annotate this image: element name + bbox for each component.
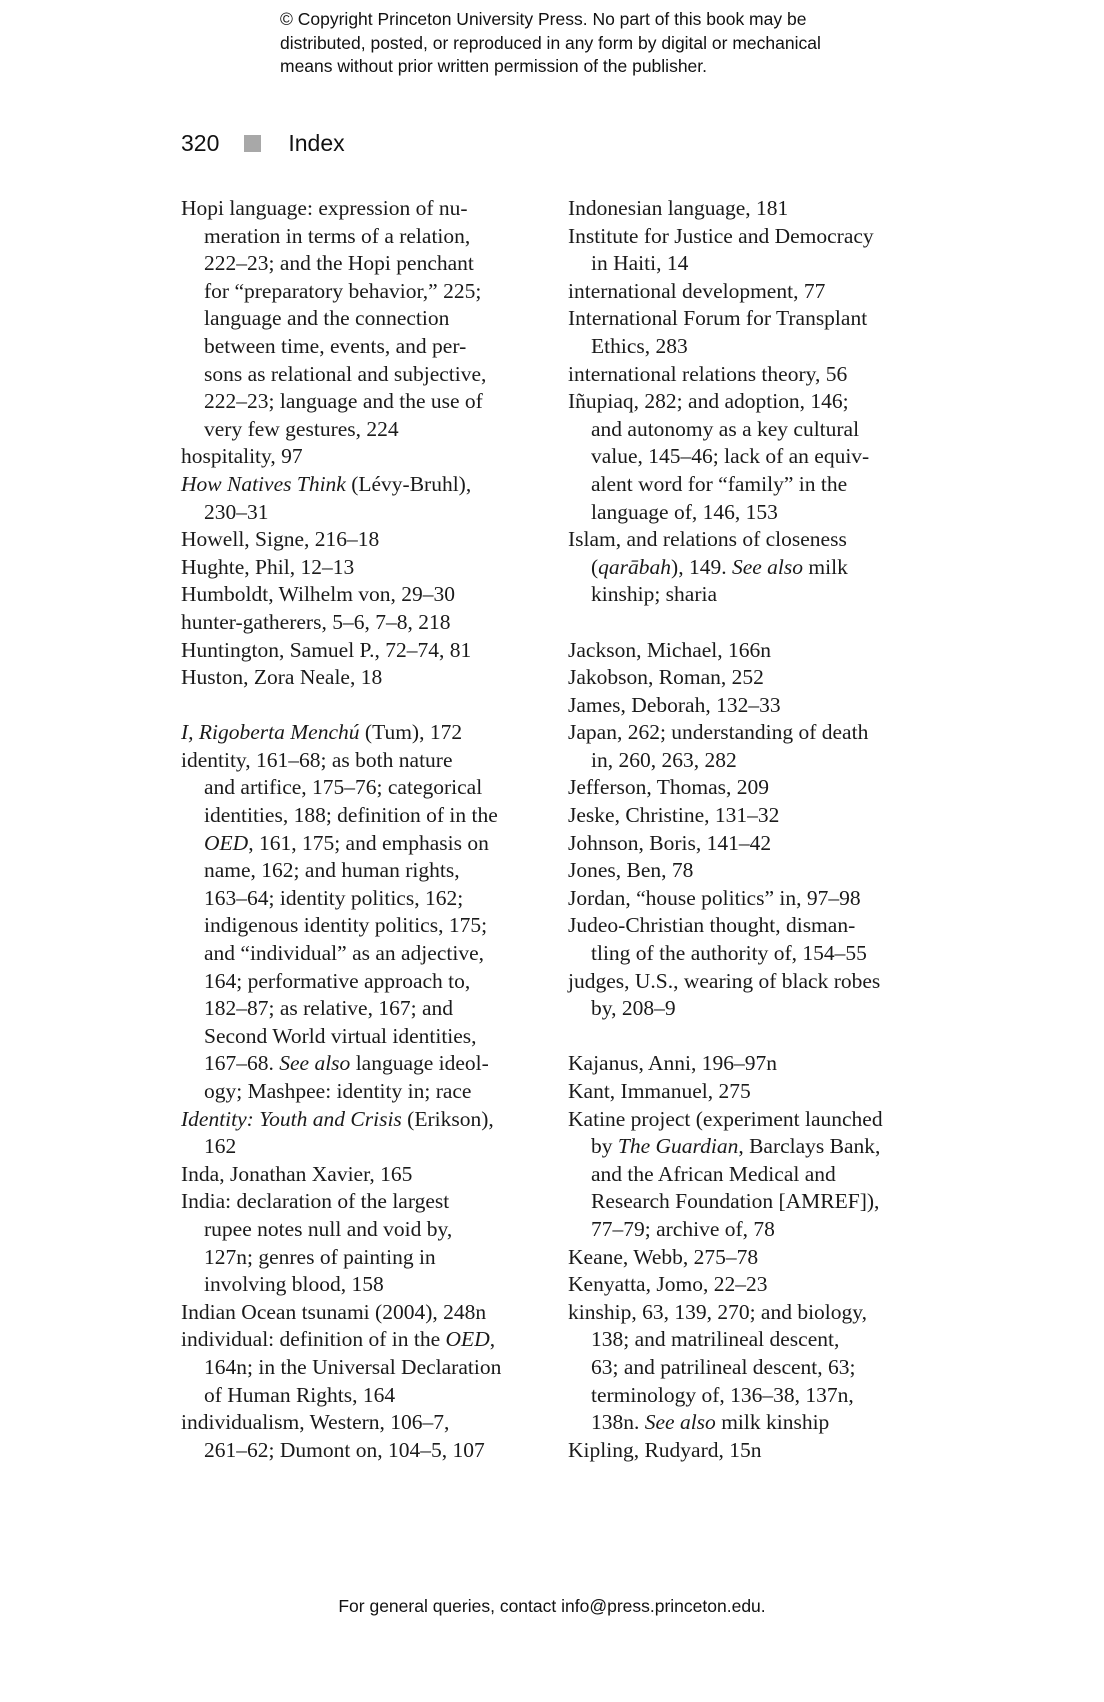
index-line: identities, 188; definition of in the — [204, 803, 498, 828]
index-line: Howell, Signe, 216–18 — [181, 527, 380, 552]
index-line: International Forum for Transplant — [568, 306, 868, 331]
index-line: alent word for “family” in the — [591, 471, 848, 496]
index-line: 164n; in the Universal Declaration — [204, 1354, 502, 1379]
index-line: Iñupiaq, 282; and adoption, 146; — [568, 389, 849, 414]
index-line: Humboldt, Wilhelm von, 29–30 — [181, 582, 456, 607]
index-line: 261–62; Dumont on, 104–5, 107 — [204, 1437, 485, 1462]
index-line: individual: definition of in the OED, — [181, 1327, 496, 1352]
index-line: in, 260, 263, 282 — [591, 747, 737, 772]
index-line: Research Foundation [AMREF]), — [591, 1189, 880, 1214]
index-line: Katine project (experiment launched — [568, 1106, 883, 1131]
index-line: How Natives Think (Lévy-Bruhl), — [181, 471, 472, 496]
index-line: very few gestures, 224 — [204, 416, 399, 441]
index-line: meration in terms of a relation, — [204, 223, 471, 248]
index-line: Ethics, 283 — [591, 333, 688, 358]
index-line: 77–79; archive of, 78 — [591, 1216, 775, 1241]
copyright-notice — [280, 8, 920, 79]
index-line: Islam, and relations of closeness — [568, 527, 847, 552]
index-column-right — [568, 195, 928, 1464]
index-line: international development, 77 — [568, 278, 826, 303]
index-line: Identity: Youth and Crisis (Erikson), — [181, 1106, 494, 1131]
index-spacer — [568, 1023, 928, 1051]
index-line: Jefferson, Thomas, 209 — [568, 775, 770, 800]
index-line: between time, events, and per- — [204, 333, 467, 358]
section-title: Index — [288, 129, 345, 156]
copyright-line: distributed, posted, or reproduced in any form by digital or mechanical — [280, 32, 821, 53]
index-line: involving blood, 158 — [204, 1272, 384, 1297]
index-line: Johnson, Boris, 141–42 — [568, 830, 772, 855]
index-line: 167–68. See also language ideol- — [204, 1051, 489, 1076]
index-line: Institute for Justice and Democracy — [568, 223, 874, 248]
index-line: terminology of, 136–38, 137n, — [591, 1382, 854, 1407]
index-line: 138; and matrilineal descent, — [591, 1327, 840, 1352]
index-line: indigenous identity politics, 175; — [204, 913, 488, 938]
index-line: for “preparatory behavior,” 225; — [204, 278, 482, 303]
index-line: Kajanus, Anni, 196–97n — [568, 1051, 778, 1076]
index-line: Hopi language: expression of nu- — [181, 196, 468, 220]
index-line: OED, 161, 175; and emphasis on — [204, 830, 489, 855]
index-line: rupee notes null and void by, — [204, 1216, 453, 1241]
index-line: hunter-gatherers, 5–6, 7–8, 218 — [181, 609, 451, 634]
index-line: and autonomy as a key cultural — [591, 416, 860, 441]
index-line: of Human Rights, 164 — [204, 1382, 396, 1407]
index-line: 127n; genres of painting in — [204, 1244, 436, 1269]
footer-contact: For general queries, contact info@press.princeton.edu. — [338, 1596, 766, 1616]
index-line: kinship; sharia — [591, 582, 717, 607]
index-line: Indian Ocean tsunami (2004), 248n — [181, 1299, 487, 1324]
index-line: 138n. See also milk kinship — [591, 1410, 830, 1435]
page-number: 320 — [181, 129, 220, 156]
index-line: I, Rigoberta Menchú (Tum), 172 — [181, 720, 463, 745]
index-line: 163–64; identity politics, 162; — [204, 885, 464, 910]
index-line: language and the connection — [204, 306, 450, 331]
index-line: Kant, Immanuel, 275 — [568, 1079, 751, 1103]
index-line: hospitality, 97 — [181, 444, 303, 469]
index-line: Japan, 262; understanding of death — [568, 720, 869, 745]
index-line: 63; and patrilineal descent, 63; — [591, 1354, 856, 1379]
index-line: and artifice, 175–76; categorical — [204, 775, 483, 800]
copyright-line: means without prior written permission of the publisher. — [280, 56, 708, 76]
index-spacer — [568, 609, 928, 637]
index-line: 230–31 — [204, 499, 269, 524]
index-line: language of, 146, 153 — [591, 499, 778, 524]
index-line: Keane, Webb, 275–78 — [568, 1244, 759, 1269]
copyright-line: © Copyright Princeton University Press. No part of this book may be — [280, 9, 807, 29]
index-line: ogy; Mashpee: identity in; race — [204, 1079, 472, 1103]
index-line: and the African Medical and — [591, 1161, 836, 1186]
index-line: identity, 161–68; as both nature — [181, 747, 453, 772]
index-line: judges, U.S., wearing of black robes — [568, 968, 881, 993]
index-line: 222–23; and the Hopi penchant — [204, 251, 474, 276]
index-line: name, 162; and human rights, — [204, 858, 460, 883]
index-line: (qarābah), 149. See also milk — [591, 554, 848, 579]
index-line: India: declaration of the largest — [181, 1189, 450, 1214]
index-line: Kipling, Rudyard, 15n — [568, 1437, 762, 1462]
index-line: tling of the authority of, 154–55 — [591, 941, 867, 966]
index-line: Second World virtual identities, — [204, 1023, 477, 1048]
index-column-left — [181, 195, 541, 1464]
running-head — [181, 128, 345, 158]
index-line: sons as relational and subjective, — [204, 361, 487, 386]
index-line: 182–87; as relative, 167; and — [204, 996, 453, 1021]
index-line: international relations theory, 56 — [568, 361, 848, 386]
index-line: kinship, 63, 139, 270; and biology, — [568, 1299, 868, 1324]
index-line: individualism, Western, 106–7, — [181, 1410, 450, 1435]
index-line: Huntington, Samuel P., 72–74, 81 — [181, 637, 472, 662]
index-line: James, Deborah, 132–33 — [568, 692, 781, 717]
index-line: Huston, Zora Neale, 18 — [181, 665, 383, 690]
index-line: Jakobson, Roman, 252 — [568, 665, 764, 690]
index-line: by The Guardian, Barclays Bank, — [591, 1134, 881, 1159]
index-line: Indonesian language, 181 — [568, 196, 789, 220]
index-line: Jordan, “house politics” in, 97–98 — [568, 885, 861, 910]
index-line: 164; performative approach to, — [204, 968, 471, 993]
index-line: Judeo-Christian thought, disman- — [568, 913, 856, 938]
index-line: by, 208–9 — [591, 996, 676, 1021]
index-line: 222–23; language and the use of — [204, 389, 483, 414]
index-line: Jeske, Christine, 131–32 — [568, 803, 780, 828]
index-line: value, 145–46; lack of an equiv- — [591, 444, 870, 469]
index-line: 162 — [204, 1134, 237, 1159]
index-line: and “individual” as an adjective, — [204, 941, 484, 966]
index-spacer — [181, 692, 541, 720]
index-line: Hughte, Phil, 12–13 — [181, 554, 355, 579]
separator-square-icon — [244, 135, 261, 152]
index-line: Jackson, Michael, 166n — [568, 637, 772, 662]
index-line: in Haiti, 14 — [591, 251, 689, 276]
index-line: Kenyatta, Jomo, 22–23 — [568, 1272, 768, 1297]
index-line: Inda, Jonathan Xavier, 165 — [181, 1161, 413, 1186]
index-line: Jones, Ben, 78 — [568, 858, 694, 883]
